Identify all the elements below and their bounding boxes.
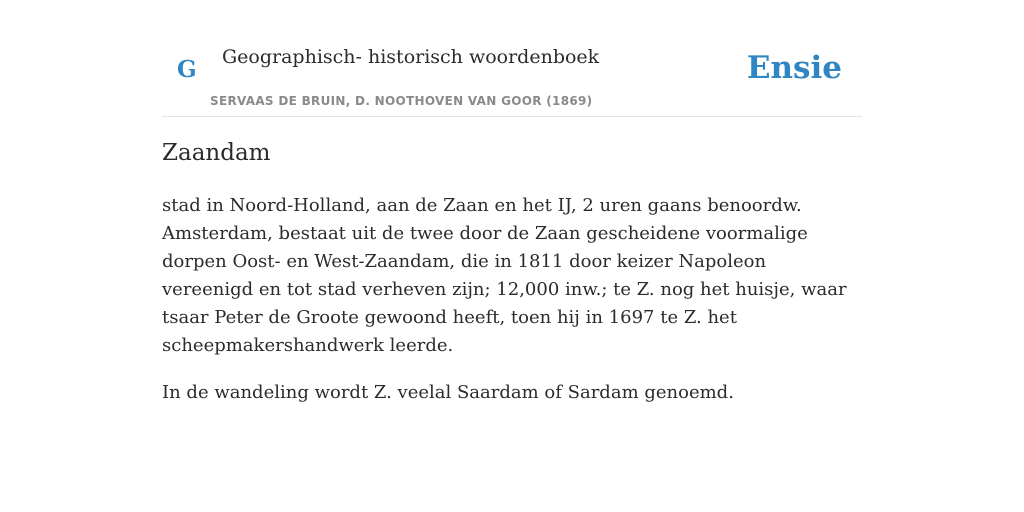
entry-paragraph: stad in Noord-Holland, aan de Zaan en het IJ, 2 uren gaans benoordw. Amsterdam, bestaat uit de twee door de Zaan gescheidene voormalige dorpen Oost- en West-Zaandam, die in 1811 door keizer Napoleon vereenigd en tot stad verheven zijn; 12,000 inw.; te Z. nog het huisje, waar tsaar Peter de Groote gewoond heeft, toen hij in 1697 te Z. het scheepmakershandwerk leerde. xyxy=(162,195,847,356)
entry-title: Zaandam xyxy=(162,140,271,166)
book-letter-link[interactable]: G xyxy=(177,56,197,83)
book-header xyxy=(162,0,862,117)
ensie-logo[interactable]: Ensie xyxy=(746,50,842,86)
entry-body xyxy=(162,192,862,426)
entry-paragraph: In de wandeling wordt Z. veelal Saardam of Sardam genoemd. xyxy=(162,382,734,403)
page-container xyxy=(162,0,862,403)
book-authors: SERVAAS DE BRUIN, D. NOOTHOVEN VAN GOOR (1869) xyxy=(210,94,593,108)
book-title[interactable]: Geographisch- historisch woordenboek xyxy=(222,46,600,68)
